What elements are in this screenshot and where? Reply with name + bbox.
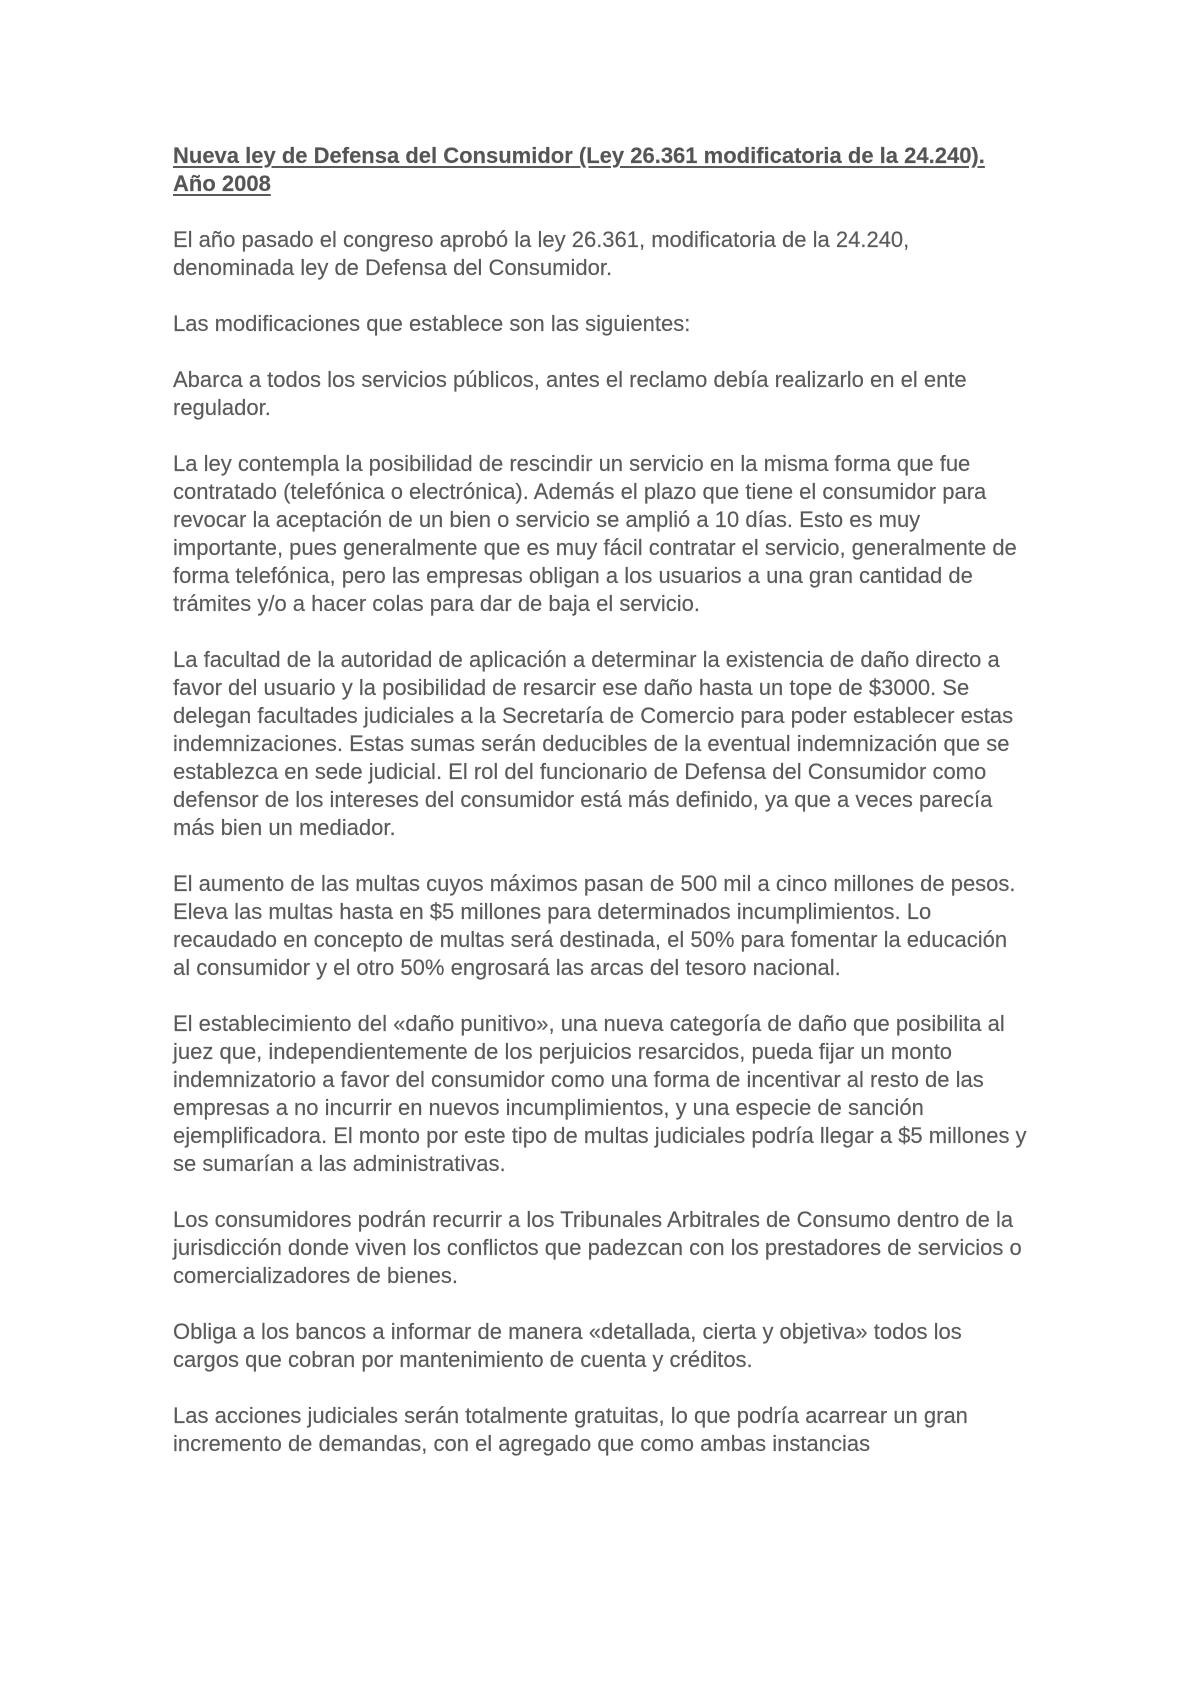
paragraph-rescission: La ley contempla la posibilidad de rescindir un servicio en la misma forma que fue contratado (telefónica o electrónica). Además el plazo que tiene el consumidor para revocar la aceptación de un bien o servicio se amplió a 10 días. Esto es muy importante, pues generalmente que es muy fácil contratar el servicio, generalmente de forma telefónica, pero las empresas obligan a los usuarios a una gran cantidad de trámites y/o a hacer colas para dar de baja el servicio. [173,451,1017,616]
paragraph-punitive-damage: El establecimiento del «daño punitivo», una nueva categoría de daño que posibilita al juez que, independientemente de los perjuicios resarcidos, pueda fijar un monto indemnizatorio a favor del consumidor como una forma de incentivar al resto de las empresas a no incurrir en nuevos incumplimientos, y una especie de sanción ejemplificadora. El monto por este tipo de multas judiciales podría llegar a $5 millones y se sumarían a las administrativas. [173,1011,1027,1176]
document-title: Nueva ley de Defensa del Consumidor (Ley 26.361 modificatoria de la 24.240). Año 2008 [173,143,985,196]
paragraph-fines: El aumento de las multas cuyos máximos pasan de 500 mil a cinco millones de pesos. Eleva las multas hasta en $5 millones para determinados incumplimientos. Lo recaudado en concepto de multas será destinada, el 50% para fomentar la educación al consumidor y el otro 50% engrosará las arcas del tesoro nacional. [173,871,1016,980]
paragraph-arbitration: Los consumidores podrán recurrir a los Tribunales Arbitrales de Consumo dentro de la jurisdicción donde viven los conflictos que padezcan con los prestadores de servicios o comercializadores de bienes. [173,1207,1022,1288]
paragraph-public-services: Abarca a todos los servicios públicos, antes el reclamo debía realizarlo en el ente regulador. [173,367,967,420]
paragraph-direct-damage: La facultad de la autoridad de aplicación a determinar la existencia de daño directo a favor del usuario y la posibilidad de resarcir ese daño hasta un tope de $3000. Se delegan facultades judiciales a la Secretaría de Comercio para poder establecer estas indemnizaciones. Estas sumas serán deducibles de la eventual indemnización que se establezca en sede judicial. El rol del funcionario de Defensa del Consumidor como defensor de los intereses del consumidor está más definido, ya que a veces parecía más bien un mediador. [173,647,1014,840]
paragraph-judicial-actions: Las acciones judiciales serán totalmente gratuitas, lo que podría acarrear un gran incremento de demandas, con el agregado que como ambas instancias [173,1403,968,1456]
paragraph-modifications-lead: Las modificaciones que establece son las siguientes: [173,311,691,336]
paragraph-intro: El año pasado el congreso aprobó la ley 26.361, modificatoria de la 24.240, denominada ley de Defensa del Consumidor. [173,227,910,280]
paragraph-banks: Obliga a los bancos a informar de manera «detallada, cierta y objetiva» todos los cargos que cobran por mantenimiento de cuenta y créditos. [173,1319,962,1372]
